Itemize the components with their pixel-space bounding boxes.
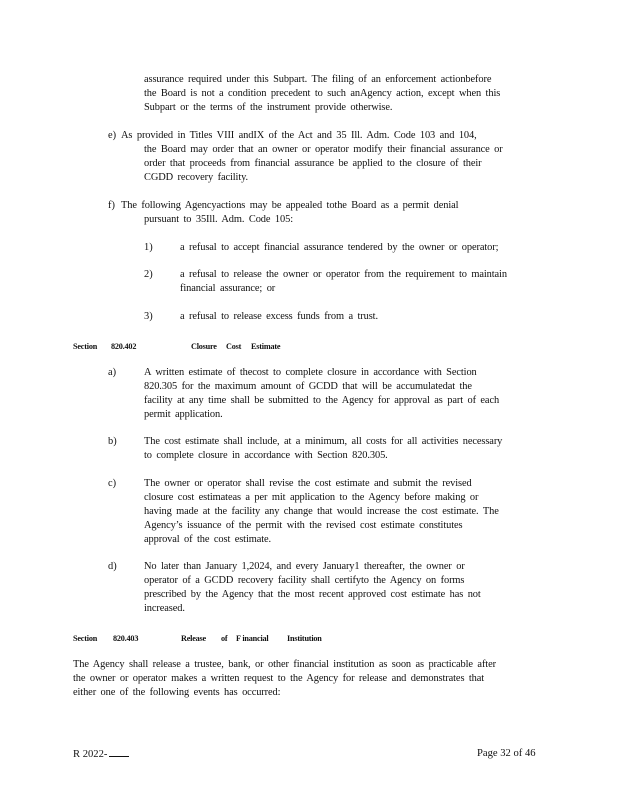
text-line: increased. — [144, 603, 185, 614]
subitem-label-1: 1) — [144, 242, 153, 253]
text-line: As provided in Titles VIII andIX of the Act and 35 Ill. Adm. Code 103 and 104, — [121, 130, 477, 141]
text-line: The owner or operator shall revise the cost estimate and submit the revised — [144, 478, 472, 489]
subitem-label-2: 2) — [144, 269, 153, 280]
text-line: prescribed by the Agency that the most recent approved cost estimate has not — [144, 589, 481, 600]
text-line: 820.305 for the maximum amount of GCDD that will be accumulatedat the — [144, 381, 472, 392]
text-line: the Board may order that an owner or operator modify their financial assurance or — [144, 144, 503, 155]
text-line: a refusal to release excess funds from a trust. — [180, 311, 378, 322]
section-title-2: of — [221, 634, 228, 643]
text-line: The Agency shall release a trustee, bank, or other financial institution as soon as practicable after — [73, 659, 496, 670]
text-line: having made at the facility any change that would increase the cost estimate. The — [144, 506, 499, 517]
section-title-4: Institution — [287, 634, 322, 643]
subitem-label-3: 3) — [144, 311, 153, 322]
text-line: operator of a GCDD recovery facility shall certifyto the Agency on forms — [144, 575, 465, 586]
text-line: permit application. — [144, 409, 223, 420]
text-line: No later than January 1,2024, and every January1 thereafter, the owner or — [144, 561, 465, 572]
section-heading-820-402 — [73, 340, 373, 352]
text-line: The following Agencyactions may be appealed tothe Board as a permit denial — [121, 200, 459, 211]
text-line: CGDD recovery facility. — [144, 172, 249, 183]
footer-doc-number — [73, 747, 129, 762]
doc-number: R 2022- — [73, 749, 108, 760]
item-b-text — [144, 435, 539, 463]
section-word: Section — [73, 634, 98, 643]
footer-page-number: Page 32 of 46 — [477, 748, 536, 759]
subitem-2-text — [180, 268, 540, 296]
item-f-text — [121, 199, 541, 227]
text-line: Subpart or the terms of the instrument provide otherwise. — [144, 102, 393, 113]
text-line: pursuant to 35Ill. Adm. Code 105: — [144, 214, 293, 225]
item-label-f: f) — [108, 200, 115, 211]
item-e-text — [121, 129, 541, 185]
text-line: A written estimate of thecost to complete closure in accordance with Section — [144, 367, 477, 378]
item-d-text — [144, 560, 539, 616]
item-label-b: b) — [108, 436, 117, 447]
section-title-3: F inancial — [236, 634, 269, 643]
text-line: financial assurance; or — [180, 283, 276, 294]
text-line: a refusal to release the owner or operator from the requirement to maintain — [180, 269, 507, 280]
subitem-1-text — [180, 241, 540, 255]
section-number: 820.403 — [113, 634, 139, 643]
section-title-3: Estimate — [251, 342, 281, 351]
item-label-e: e) — [108, 130, 117, 141]
item-label-a: a) — [108, 367, 117, 378]
text-line: order that proceeds from financial assurance be applied to the closure of their — [144, 158, 482, 169]
subitem-3-text — [180, 310, 540, 324]
text-line: assurance required under this Subpart. The filing of an enforcement actionbefore — [144, 74, 492, 85]
text-line: closure cost estimateas a per mit application to the Agency before making or — [144, 492, 479, 503]
text-line: either one of the following events has occurred: — [73, 687, 281, 698]
text-line: facility at any time shall be submitted to the Agency for approval as part of each — [144, 395, 500, 406]
text-line: The cost estimate shall include, at a minimum, all costs for all activities necessary — [144, 436, 503, 447]
section-title-2: Cost — [226, 342, 242, 351]
item-c-text — [144, 477, 539, 547]
text-line: approval of the cost estimate. — [144, 534, 272, 545]
item-a-text — [144, 366, 539, 422]
continuation-paragraph — [144, 73, 537, 115]
section-820-403-body — [73, 658, 543, 700]
doc-number-blank — [109, 747, 129, 757]
text-line: the Board is not a condition precedent to such anAgency action, except when this — [144, 88, 501, 99]
section-title-1: Closure — [191, 342, 217, 351]
item-label-d: d) — [108, 561, 117, 572]
section-word: Section — [73, 342, 98, 351]
item-label-c: c) — [108, 478, 117, 489]
section-number: 820.402 — [111, 342, 137, 351]
text-line: a refusal to accept financial assurance tendered by the owner or operator; — [180, 242, 499, 253]
text-line: to complete closure in accordance with Section 820.305. — [144, 450, 388, 461]
text-line: the owner or operator makes a written request to the Agency for release and demonstrates that — [73, 673, 485, 684]
text-line: Agency’s issuance of the permit with the revised cost estimate constitutes — [144, 520, 463, 531]
section-title-1: Release — [181, 634, 206, 643]
section-heading-820-403 — [73, 632, 373, 644]
